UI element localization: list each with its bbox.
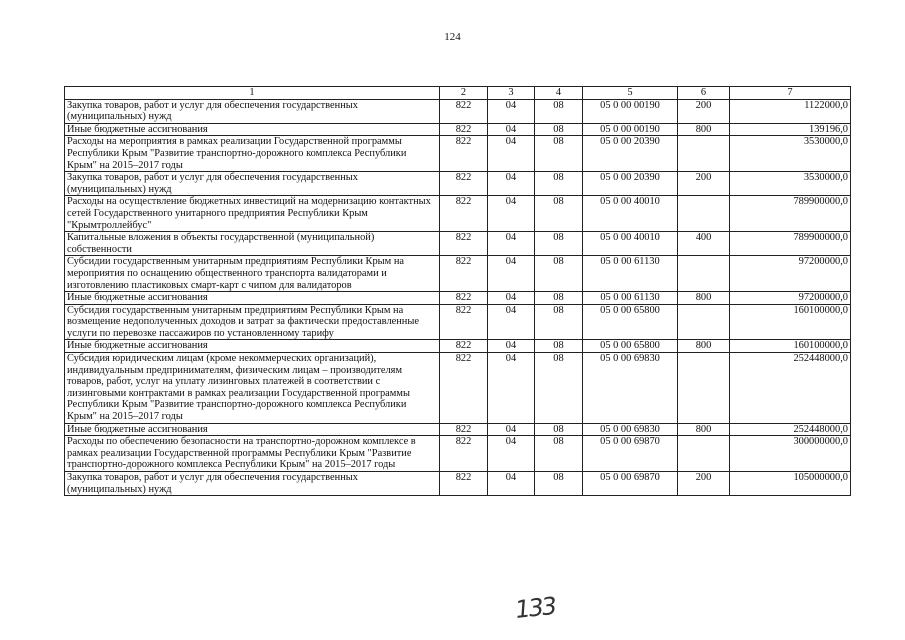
cell-amount: 300000000,0	[730, 436, 851, 472]
row-description: Субсидии государственным унитарным предприятиям Республики Крым на мероприятия по оснащению общественного транспорта валидаторами и изготовлению пластиковых смарт-карт с чипом для валидаторов	[65, 256, 440, 292]
cell-expense-type: 200	[678, 99, 730, 123]
row-description: Иные бюджетные ассигнования	[65, 292, 440, 305]
cell-subsection: 08	[535, 436, 583, 472]
cell-section: 04	[488, 340, 535, 353]
cell-section: 04	[488, 472, 535, 496]
cell-amount: 252448000,0	[730, 423, 851, 436]
cell-expense-type: 800	[678, 123, 730, 136]
column-header: 5	[583, 87, 678, 100]
cell-target-article: 05 0 00 69830	[583, 353, 678, 424]
cell-target-article: 05 0 00 69830	[583, 423, 678, 436]
table-row	[65, 304, 851, 340]
cell-ministry-code: 822	[440, 472, 488, 496]
table-row	[65, 123, 851, 136]
table-row	[65, 196, 851, 232]
cell-amount: 97200000,0	[730, 292, 851, 305]
column-header: 7	[730, 87, 851, 100]
cell-expense-type	[678, 196, 730, 232]
table-row	[65, 436, 851, 472]
cell-target-article: 05 0 00 69870	[583, 472, 678, 496]
table-row	[65, 172, 851, 196]
row-description: Иные бюджетные ассигнования	[65, 340, 440, 353]
cell-subsection: 08	[535, 136, 583, 172]
cell-expense-type: 200	[678, 472, 730, 496]
cell-amount: 160100000,0	[730, 304, 851, 340]
table-row	[65, 99, 851, 123]
cell-amount: 789900000,0	[730, 232, 851, 256]
table-row	[65, 423, 851, 436]
table-row	[65, 136, 851, 172]
cell-expense-type	[678, 353, 730, 424]
cell-subsection: 08	[535, 304, 583, 340]
cell-ministry-code: 822	[440, 256, 488, 292]
row-description: Расходы по обеспечению безопасности на транспортно-дорожном комплексе в рамках реализации Государственной программы Республики Крым "Развитие транспортно-дорожного комплекса Республики Крым" на 2015–2017 годы	[65, 436, 440, 472]
table-row	[65, 292, 851, 305]
table-row	[65, 340, 851, 353]
column-header: 2	[440, 87, 488, 100]
cell-target-article: 05 0 00 00190	[583, 99, 678, 123]
cell-section: 04	[488, 99, 535, 123]
cell-ministry-code: 822	[440, 172, 488, 196]
row-description: Расходы на осуществление бюджетных инвестиций на модернизацию контактных сетей Государственного унитарного предприятия Республики Крым "Крымтроллейбус"	[65, 196, 440, 232]
cell-ministry-code: 822	[440, 353, 488, 424]
cell-expense-type	[678, 256, 730, 292]
row-description: Закупка товаров, работ и услуг для обеспечения государственных (муниципальных) нужд	[65, 172, 440, 196]
cell-amount: 252448000,0	[730, 353, 851, 424]
cell-amount: 1122000,0	[730, 99, 851, 123]
row-description: Капитальные вложения в объекты государственной (муниципальной) собственности	[65, 232, 440, 256]
cell-subsection: 08	[535, 423, 583, 436]
cell-ministry-code: 822	[440, 304, 488, 340]
cell-section: 04	[488, 353, 535, 424]
row-description: Субсидия юридическим лицам (кроме некоммерческих организаций), индивидуальным предпринимателям, физическим лицам – производителям товаров, работ, услуг на уплату лизинговых платежей в соответствии с лизинговыми контрактами в рамках реализации Государственной программы Республики Крым "Развитие транспортно-дорожного комплекса Республики Крым" на 2015–2017 годы	[65, 353, 440, 424]
cell-amount: 139196,0	[730, 123, 851, 136]
cell-target-article: 05 0 00 40010	[583, 196, 678, 232]
row-description: Субсидия государственным унитарным предприятиям Республики Крым на возмещение недополученных доходов и затрат за фактически предоставленные услуги по перевозке пассажиров по установленному тарифу	[65, 304, 440, 340]
cell-amount: 3530000,0	[730, 136, 851, 172]
cell-expense-type: 200	[678, 172, 730, 196]
cell-section: 04	[488, 304, 535, 340]
cell-ministry-code: 822	[440, 340, 488, 353]
row-description: Иные бюджетные ассигнования	[65, 423, 440, 436]
cell-section: 04	[488, 256, 535, 292]
cell-section: 04	[488, 196, 535, 232]
column-header: 3	[488, 87, 535, 100]
column-header: 6	[678, 87, 730, 100]
cell-ministry-code: 822	[440, 436, 488, 472]
cell-section: 04	[488, 136, 535, 172]
cell-section: 04	[488, 436, 535, 472]
handwritten-page-mark: 133	[514, 591, 556, 625]
column-header: 1	[65, 87, 440, 100]
cell-ministry-code: 822	[440, 136, 488, 172]
cell-expense-type: 800	[678, 423, 730, 436]
cell-amount: 105000000,0	[730, 472, 851, 496]
cell-target-article: 05 0 00 65800	[583, 304, 678, 340]
cell-subsection: 08	[535, 99, 583, 123]
cell-ministry-code: 822	[440, 196, 488, 232]
cell-ministry-code: 822	[440, 232, 488, 256]
cell-subsection: 08	[535, 292, 583, 305]
row-description: Расходы на мероприятия в рамках реализации Государственной программы Республики Крым "Развитие транспортно-дорожного комплекса Республики Крым" на 2015–2017 годы	[65, 136, 440, 172]
cell-subsection: 08	[535, 172, 583, 196]
budget-table	[64, 86, 851, 496]
cell-section: 04	[488, 232, 535, 256]
table-body	[65, 99, 851, 496]
cell-ministry-code: 822	[440, 292, 488, 305]
cell-expense-type: 800	[678, 340, 730, 353]
column-header: 4	[535, 87, 583, 100]
cell-ministry-code: 822	[440, 423, 488, 436]
cell-subsection: 08	[535, 123, 583, 136]
cell-target-article: 05 0 00 00190	[583, 123, 678, 136]
page-number: 124	[444, 31, 461, 43]
cell-section: 04	[488, 172, 535, 196]
cell-target-article: 05 0 00 69870	[583, 436, 678, 472]
cell-expense-type	[678, 436, 730, 472]
cell-target-article: 05 0 00 20390	[583, 172, 678, 196]
cell-target-article: 05 0 00 20390	[583, 136, 678, 172]
table-row	[65, 353, 851, 424]
cell-amount: 97200000,0	[730, 256, 851, 292]
cell-expense-type	[678, 304, 730, 340]
cell-amount: 789900000,0	[730, 196, 851, 232]
row-description: Иные бюджетные ассигнования	[65, 123, 440, 136]
cell-subsection: 08	[535, 196, 583, 232]
cell-ministry-code: 822	[440, 99, 488, 123]
table-row	[65, 256, 851, 292]
cell-section: 04	[488, 292, 535, 305]
cell-section: 04	[488, 423, 535, 436]
cell-subsection: 08	[535, 340, 583, 353]
cell-subsection: 08	[535, 256, 583, 292]
cell-amount: 3530000,0	[730, 172, 851, 196]
row-description: Закупка товаров, работ и услуг для обеспечения государственных (муниципальных) нужд	[65, 472, 440, 496]
cell-section: 04	[488, 123, 535, 136]
cell-expense-type	[678, 136, 730, 172]
cell-subsection: 08	[535, 232, 583, 256]
table-row	[65, 472, 851, 496]
header-row	[65, 87, 851, 100]
cell-target-article: 05 0 00 65800	[583, 340, 678, 353]
cell-target-article: 05 0 00 61130	[583, 292, 678, 305]
table-row	[65, 232, 851, 256]
cell-ministry-code: 822	[440, 123, 488, 136]
cell-amount: 160100000,0	[730, 340, 851, 353]
cell-subsection: 08	[535, 353, 583, 424]
cell-expense-type: 400	[678, 232, 730, 256]
cell-expense-type: 800	[678, 292, 730, 305]
cell-target-article: 05 0 00 61130	[583, 256, 678, 292]
row-description: Закупка товаров, работ и услуг для обеспечения государственных (муниципальных) нужд	[65, 99, 440, 123]
cell-target-article: 05 0 00 40010	[583, 232, 678, 256]
cell-subsection: 08	[535, 472, 583, 496]
